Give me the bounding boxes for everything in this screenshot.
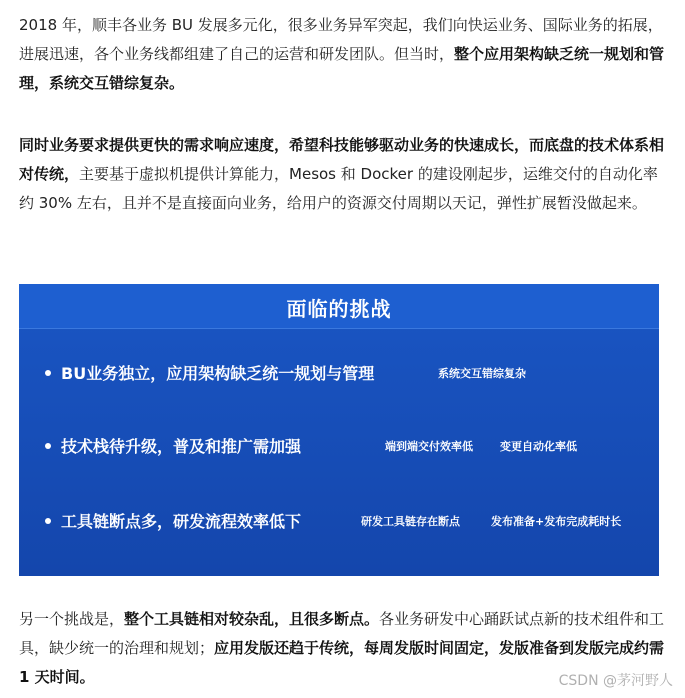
paragraph-bold-text: 应用发版还趋于传统，每周发版时间固定，发版准备到发版完成约需 1 天时间。 (19, 639, 665, 686)
paragraph-text: 各业务研发中心踊跃试点新的技术组件和工具，缺少统一的治理和规划； (19, 610, 665, 657)
challenges-banner-image (19, 284, 659, 576)
csdn-watermark: CSDN @茅河野人 (558, 673, 673, 689)
paragraph-background (19, 11, 665, 98)
paragraph-text: 另一个挑战是， (19, 610, 125, 628)
banner-header (19, 284, 659, 329)
challenge-row-1 (19, 359, 659, 389)
challenge-tag: 研发工具链存在断点 (361, 515, 460, 528)
challenge-tag: 系统交互错综复杂 (438, 367, 526, 380)
bullet-icon (45, 370, 51, 376)
challenge-row-2 (19, 432, 659, 462)
challenge-tag: 变更自动化率低 (500, 440, 577, 453)
paragraph-bold-text: 同时业务要求提供更快的需求响应速度，希望科技能够驱动业务的快速成长，而底盘的技术体系相对传统， (19, 136, 665, 183)
paragraph-bold-text: 整个应用架构缺乏统一规划和管理，系统交互错综复杂。 (19, 45, 665, 92)
challenge-row-3 (19, 507, 659, 537)
paragraph-requirements (19, 131, 665, 218)
bullet-icon (45, 518, 51, 524)
challenge-tag: 发布准备+发布完成耗时长 (491, 515, 622, 528)
paragraph-text: 2018 年，顺丰各业务 BU 发展多元化，很多业务异军突起，我们向快运业务、国际业务的拓展，进展迅速，各个业务线都组建了自己的运营和研发团队。但当时， (19, 16, 663, 63)
banner-title: 面临的挑战 (286, 297, 392, 321)
challenge-text: 工具链断点多，研发流程效率低下 (61, 512, 302, 531)
bullet-icon (45, 443, 51, 449)
paragraph-bold-text: 整个工具链相对较杂乱，且很多断点。 (124, 610, 380, 628)
challenge-text: 技术栈待升级，普及和推广需加强 (61, 437, 302, 456)
challenge-tag: 端到端交付效率低 (385, 440, 473, 453)
challenge-text: BU业务独立，应用架构缺乏统一规划与管理 (61, 364, 375, 383)
paragraph-text: 主要基于虚拟机提供计算能力，Mesos 和 Docker 的建设刚起步，运维交付的自动化率约 30% 左右，且并不是直接面向业务，给用户的资源交付周期以天记，弹性扩展暂没做起来。 (19, 165, 658, 212)
